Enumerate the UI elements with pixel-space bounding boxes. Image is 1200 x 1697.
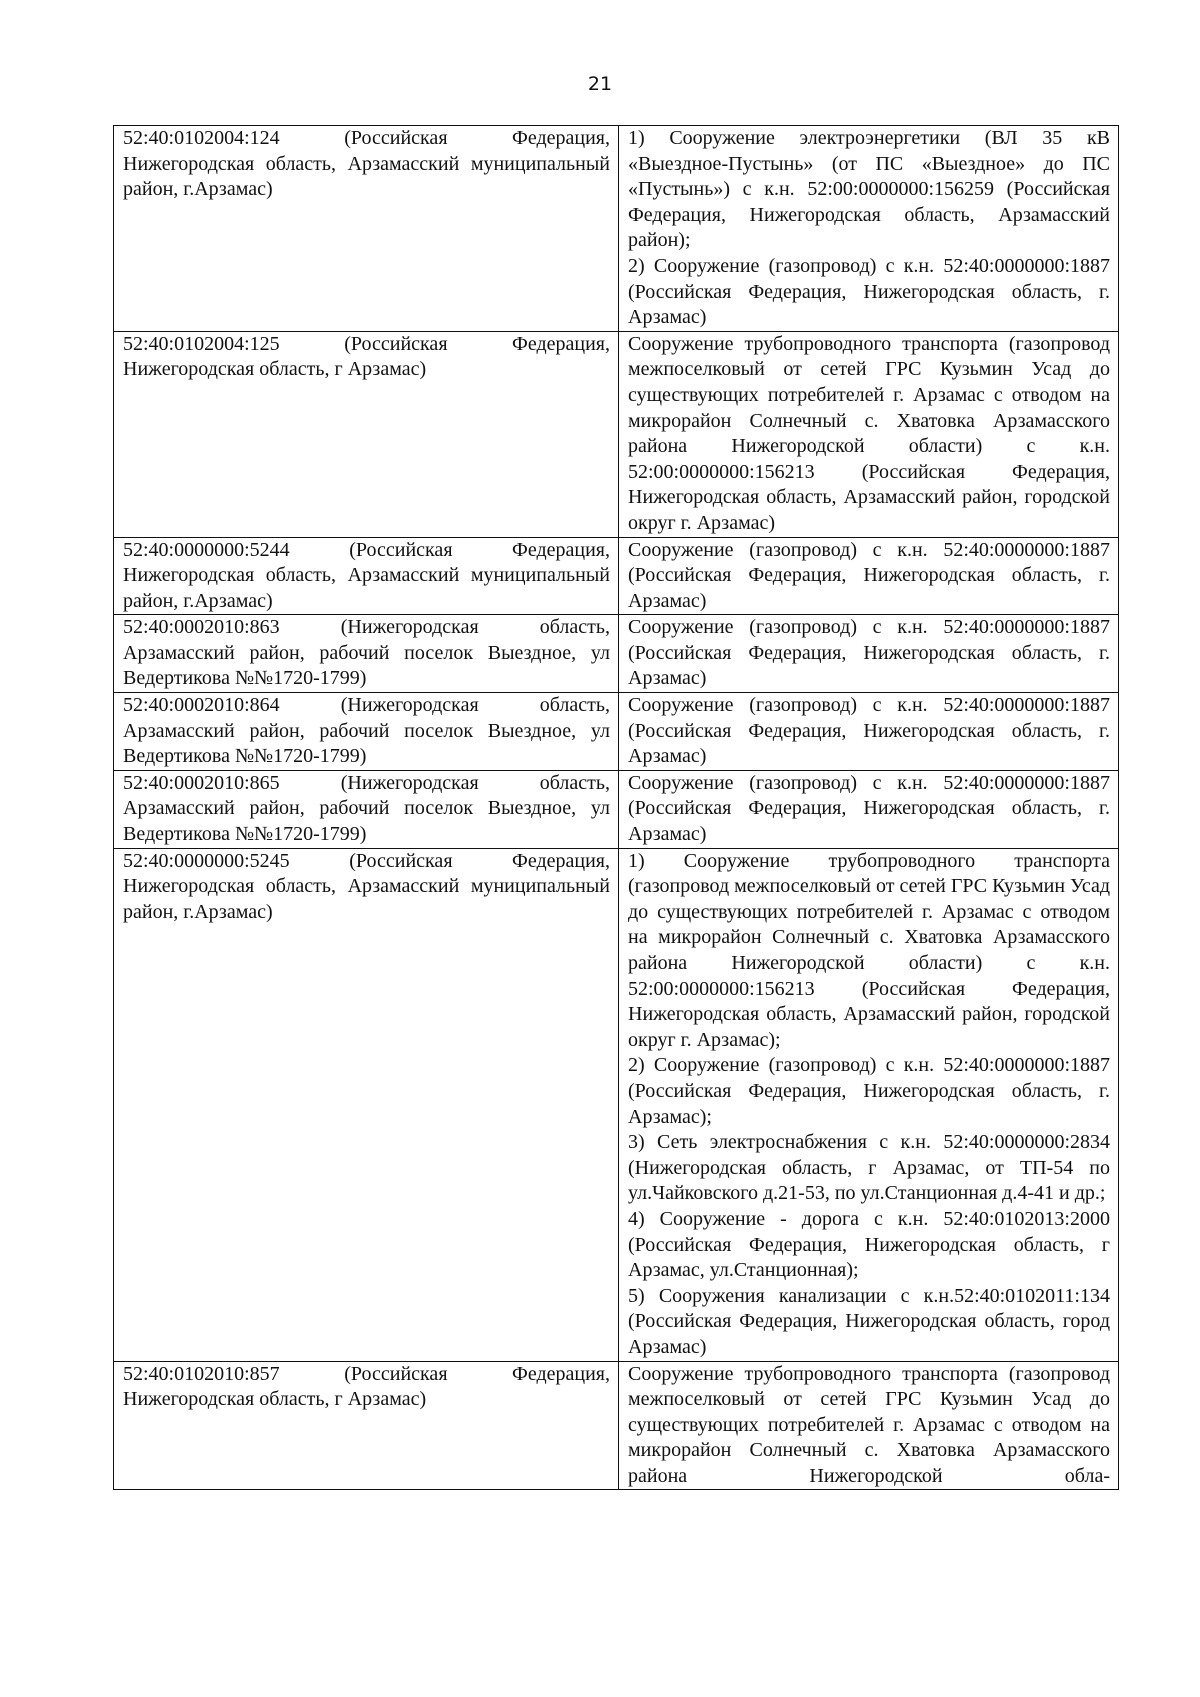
land-plot-text: 52:40:0002010:863 (Нижегородская область, Арзамасский район, рабочий поселок Выездное, ул Ведертикова №№1720-1799) <box>123 616 610 690</box>
structure-text: Сооружение (газопровод) с к.н. 52:40:0000000:1887 (Российская Федерация, Нижегородская область, г. Арзамас) <box>628 538 1110 612</box>
structure-text: 2) Сооружение (газопровод) с к.н. 52:40:0000000:1887 (Российская Федерация, Нижегородская область, г. Арзамас) <box>628 254 1110 329</box>
land-plot-cell <box>114 615 619 693</box>
structure-text: 2) Сооружение (газопровод) с к.н. 52:40:0000000:1887 (Российская Федерация, Нижегородская область, г. Арзамас); <box>628 1054 1110 1128</box>
land-plot-text: 52:40:0102004:125 (Российская Федерация, Нижегородская область, г Арзамас) <box>123 332 610 381</box>
land-plot-text: 52:40:0000000:5244 (Российская Федерация, Нижегородская область, Арзамасский муниципальный район, г.Арзамас) <box>123 538 610 612</box>
structure-text: Сооружение (газопровод) с к.н. 52:40:0000000:1887 (Российская Федерация, Нижегородская область, г. Арзамас) <box>628 694 1110 768</box>
structure-cell <box>619 537 1119 615</box>
structure-text: 1) Сооружение трубопроводного транспорта (газопровод межпоселковый от сетей ГРС Кузьмин Усад до существующих потребителей г. Арзамас с отводом на микрорайон Солнечный с. Хватовка Арзамасского района Нижегородской области) с к.н. 52:00:0000000:156213 (Российская Федерация, Нижегородская область, Арзамасский район, городской округ г. Арзамас); <box>628 849 1110 1051</box>
table-row <box>114 848 1119 1361</box>
table-row <box>114 693 1119 771</box>
structure-text: Сооружение трубопроводного транспорта (газопровод межпоселковый от сетей ГРС Кузьмин Усад до существующих потребителей г. Арзамас с отводом на микрорайон Солнечный с. Хватовка Арзамасского района Нижегородской обла- <box>628 1362 1110 1487</box>
structure-cell <box>619 126 1119 332</box>
land-plot-text: 52:40:0102010:857 (Российская Федерация, Нижегородская область, г Арзамас) <box>123 1362 610 1411</box>
land-plot-text: 52:40:0000000:5245 (Российская Федерация, Нижегородская область, Арзамасский муниципальный район, г.Арзамас) <box>123 849 610 923</box>
structure-cell <box>619 331 1119 537</box>
land-plot-cell <box>114 331 619 537</box>
table-row <box>114 537 1119 615</box>
structure-text: 1) Сооружение электроэнергетики (ВЛ 35 кВ «Выездное-Пустынь» (от ПС «Выездное» до ПС «Пустынь») с к.н. 52:00:0000000:156259 (Российская Федерация, Нижегородская область, Арзамасский район); <box>628 127 1110 252</box>
structure-text: 4) Сооружение - дорога с к.н. 52:40:0102013:2000 (Российская Федерация, Нижегородская область, г Арзамас, ул.Станционная); <box>628 1207 1110 1282</box>
land-plot-text: 52:40:0002010:865 (Нижегородская область, Арзамасский район, рабочий поселок Выездное, ул Ведертикова №№1720-1799) <box>123 771 610 846</box>
structure-text: Сооружение (газопровод) с к.н. 52:40:0000000:1887 (Российская Федерация, Нижегородская область, г. Арзамас) <box>628 616 1110 690</box>
structure-text: 5) Сооружения канализации с к.н.52:40:0102011:134 (Российская Федерация, Нижегородская область, город Арзамас) <box>628 1284 1110 1358</box>
structure-cell <box>619 693 1119 771</box>
table-row <box>114 615 1119 693</box>
structure-text: Сооружение трубопроводного транспорта (газопровод межпоселковый от сетей ГРС Кузьмин Усад до существующих потребителей г. Арзамас с отводом на микрорайон Солнечный с. Хватовка Арзамасского района Нижегородской области) с к.н. 52:00:0000000:156213 (Российская Федерация, Нижегородская область, Арзамасский район, городской округ г. Арзамас) <box>628 332 1110 534</box>
structure-cell <box>619 848 1119 1361</box>
structure-text: Сооружение (газопровод) с к.н. 52:40:0000000:1887 (Российская Федерация, Нижегородская область, г. Арзамас) <box>628 771 1110 846</box>
land-plot-text: 52:40:0102004:124 (Российская Федерация, Нижегородская область, Арзамасский муниципальный район, г.Арзамас) <box>123 127 610 201</box>
land-plot-cell <box>114 126 619 332</box>
land-plot-cell <box>114 693 619 771</box>
page-number: 21 <box>587 73 613 95</box>
table-row <box>114 770 1119 848</box>
structure-cell <box>619 770 1119 848</box>
land-plot-text: 52:40:0002010:864 (Нижегородская область, Арзамасский район, рабочий поселок Выездное, ул Ведертикова №№1720-1799) <box>123 694 610 768</box>
table-row <box>114 126 1119 332</box>
land-plots-table <box>113 125 1119 1490</box>
structure-text: 3) Сеть электроснабжения с к.н. 52:40:0000000:2834 (Нижегородская область, г Арзамас, от ТП-54 по ул.Чайковского д.21-53, по ул.Станционная д.4-41 и др.; <box>628 1131 1110 1205</box>
structure-cell <box>619 1361 1119 1490</box>
table-row <box>114 1361 1119 1490</box>
land-plot-cell <box>114 848 619 1361</box>
land-plot-cell <box>114 770 619 848</box>
land-plot-cell <box>114 1361 619 1490</box>
structure-cell <box>619 615 1119 693</box>
land-plot-cell <box>114 537 619 615</box>
table-row <box>114 331 1119 537</box>
